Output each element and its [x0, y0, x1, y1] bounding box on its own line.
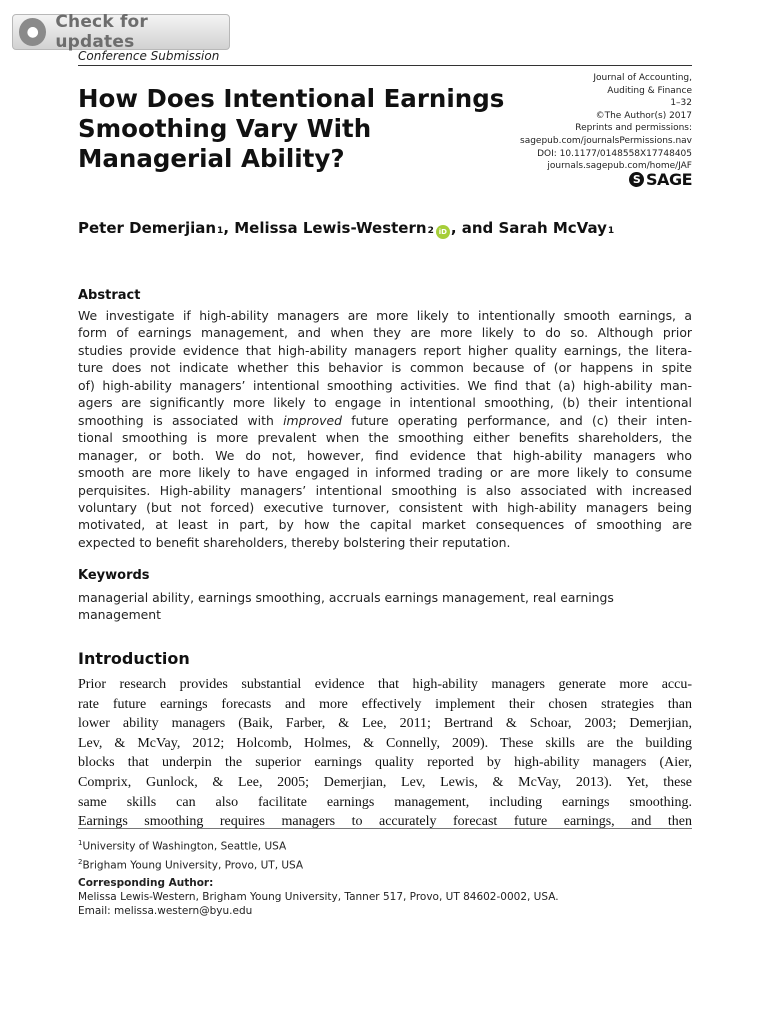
affiliations: [78, 836, 303, 873]
check-for-updates-label: Check for updates: [55, 12, 149, 52]
affiliation-text: Brigham Young University, Provo, UT, USA: [82, 859, 304, 871]
keywords-line: managerial ability, earnings smoothing, accruals earnings management, real earnings: [78, 590, 614, 605]
journal-name-line: Auditing & Finance: [607, 85, 692, 96]
bookmark-icon: ●: [19, 18, 46, 46]
affiliation-footnote: [78, 836, 303, 855]
article-title: [78, 84, 558, 174]
abstract-line: of) high-ability managers’ intentional smoothing activities. We find that (a) high-ability man-: [78, 377, 692, 393]
keywords-body: [78, 589, 692, 623]
introduction-line: Lev, & McVay, 2012; Holcomb, Holmes, & Connelly, 2009). These skills are the building: [78, 735, 692, 751]
corresponding-author: [78, 876, 559, 918]
journal-info: [520, 72, 692, 173]
journal-homepage-link[interactable]: journals.sagepub.com/home/JAF: [547, 161, 692, 172]
footnote-marker: 2: [78, 857, 83, 866]
introduction-line: blocks that underpin the superior earnings quality reported by high-ability managers (Aier,: [78, 755, 692, 771]
corresponding-author-email[interactable]: Email: melissa.western@byu.edu: [78, 905, 253, 917]
abstract-text: future operating performance, and (c) their inten-: [341, 412, 692, 428]
abstract-body: [78, 307, 692, 551]
sage-wordmark: SAGE: [646, 170, 692, 189]
affiliation-text: University of Washington, Seattle, USA: [82, 840, 287, 853]
abstract-line: We investigate if high-ability managers are more likely to intentionally smooth earnings, a: [78, 308, 692, 323]
sage-symbol-icon: S: [629, 172, 644, 187]
sage-logo: [629, 170, 692, 189]
introduction-body: [78, 675, 692, 832]
footnote-rule: [78, 828, 692, 829]
author-list: [78, 219, 614, 238]
permissions-link[interactable]: sagepub.com/journalsPermissions.nav: [520, 135, 692, 146]
abstract-line: smooth are more likely to have engaged in informed trading or are more likely to consume: [78, 465, 692, 481]
affiliation-footnote: [78, 855, 303, 874]
keywords-heading: Keywords: [78, 568, 150, 583]
footnote-marker: 1: [78, 839, 83, 847]
author-name: Peter Demerjian: [78, 219, 217, 237]
keywords-line: management: [78, 607, 162, 622]
abstract-line: manager, or both. We do not, however, find evidence that high-ability managers who: [78, 447, 692, 463]
affiliation-marker: 1: [607, 226, 615, 236]
corresponding-author-label: Corresponding Author:: [78, 877, 214, 889]
abstract-line: tional smoothing is more prevalent when the smoothing either benefits shareholders, the: [78, 430, 692, 446]
abstract-line: form of earnings management, and when they are more likely to do so. Although prior: [78, 325, 692, 341]
title-line: Smoothing Vary With: [78, 114, 372, 143]
introduction-line: Earnings smoothing requires managers to accurately forecast future earnings, and then: [78, 814, 692, 830]
page-range: 1–32: [670, 98, 692, 109]
title-line: Managerial Ability?: [78, 144, 345, 173]
introduction-line: Comprix, Gunlock, & Lee, 2005; Demerjian, Lev, Lewis, & McVay, 2013). Yet, these: [78, 774, 692, 790]
corresponding-author-address: Melissa Lewis-Western, Brigham Young University, Tanner 517, Provo, UT 84602-0002, USA.: [78, 891, 559, 903]
abstract-line: motivated, at least in part, by how the capital market consequences of smoothing are: [78, 517, 692, 533]
introduction-line: same skills can also facilitate earnings management, including earnings smoothing.: [78, 794, 692, 810]
affiliation-marker: 2: [427, 226, 434, 236]
title-line: How Does Intentional Earnings: [78, 84, 505, 113]
section-label: Conference Submission: [78, 49, 220, 63]
doi[interactable]: DOI: 10.1177/0148558X17748405: [537, 148, 692, 159]
author-name: , Melissa Lewis-Western: [223, 219, 427, 237]
abstract-line: ture does not indicate whether this behavior is common because of (or happens in spite: [78, 360, 692, 376]
orcid-icon[interactable]: iD: [436, 225, 450, 239]
abstract-text: smoothing is associated with: [78, 412, 284, 428]
abstract-line: agers are significantly more likely to engage in intentional smoothing, (b) their intentional: [78, 395, 692, 411]
abstract-line: perquisites. High-ability managers’ intentional smoothing is also associated with increased: [78, 482, 692, 498]
copyright: ©The Author(s) 2017: [595, 110, 692, 121]
abstract-heading: Abstract: [78, 288, 141, 303]
affiliation-marker: 1: [217, 226, 224, 236]
introduction-heading: Introduction: [78, 649, 190, 668]
abstract-emphasis: improved: [283, 412, 342, 428]
introduction-line: Prior research provides substantial evidence that high-ability managers generate more accu-: [78, 677, 692, 692]
abstract-line: voluntary (but not forced) executive turnover, consistent with high-ability managers being: [78, 499, 692, 515]
check-for-updates-badge[interactable]: [12, 14, 230, 50]
abstract-line: [78, 412, 692, 429]
author-name: , and Sarah McVay: [450, 219, 607, 237]
reprints-label: Reprints and permissions:: [575, 123, 692, 134]
header-rule: [78, 65, 692, 66]
introduction-line: lower ability managers (Baik, Farber, & Lee, 2011; Bertrand & Schoar, 2003; Demerjian,: [78, 716, 692, 732]
abstract-line: studies provide evidence that high-ability managers report higher quality earnings, the litera-: [78, 342, 692, 358]
abstract-line: expected to benefit shareholders, thereby bolstering their reputation.: [78, 534, 511, 550]
introduction-line: rate future earnings forecasts and more effectively implement their chosen strategies than: [78, 696, 692, 712]
journal-name-line: Journal of Accounting,: [593, 73, 692, 83]
